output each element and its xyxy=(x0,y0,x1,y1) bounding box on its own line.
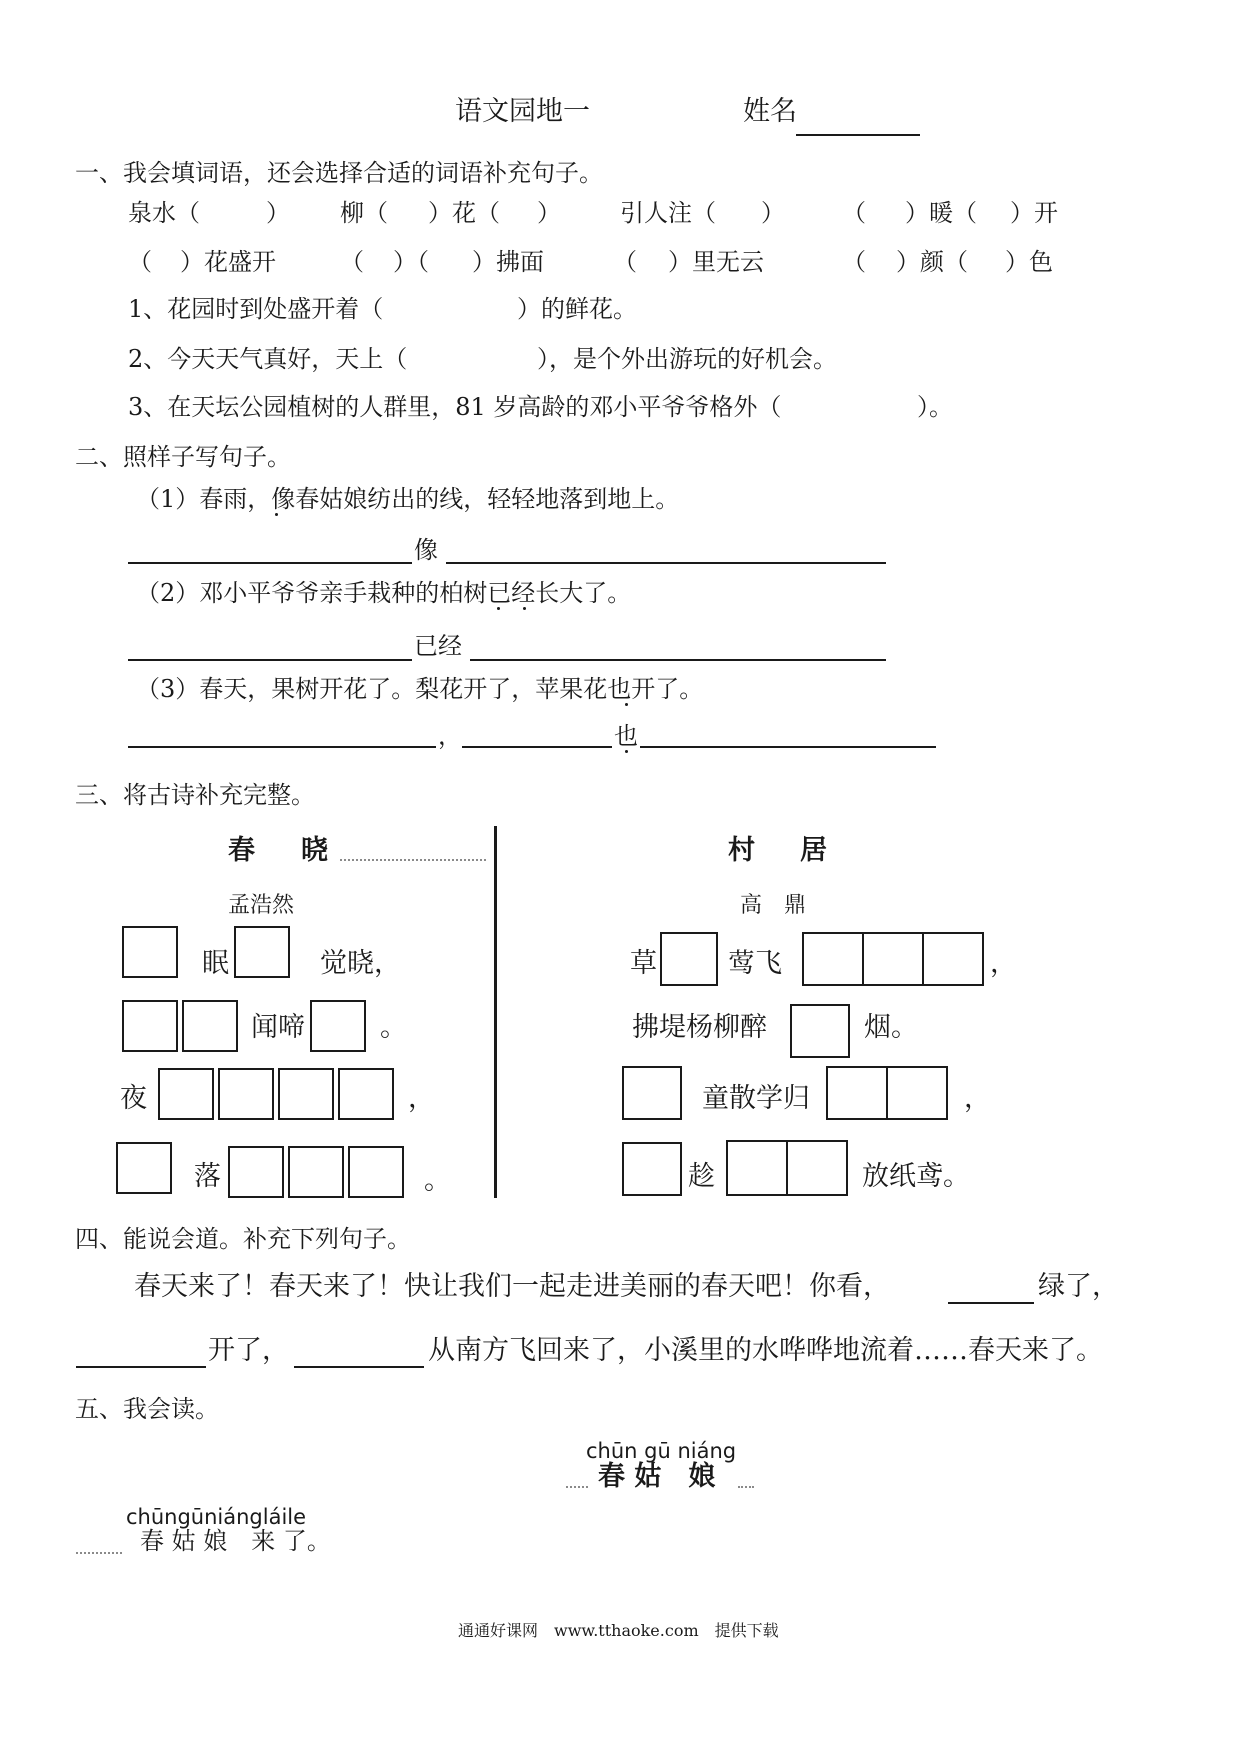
word-item: （ xyxy=(128,248,152,276)
name-label: 姓名 xyxy=(743,96,797,127)
example-3: （3）春天，果树开花了。梨花开了，苹果花也开了。 xyxy=(136,675,704,703)
sentence-1a: 1、花园时到处盛开着（ xyxy=(128,295,384,323)
pinyin-title: chūn gū niáng xyxy=(586,1439,737,1463)
poem-text: ， xyxy=(964,1083,991,1114)
word-item: ）开 xyxy=(1010,199,1058,227)
sentence-3a: 3、在天坛公园植树的人群里，81 岁高龄的邓小平爷爷格外（ xyxy=(128,393,782,421)
section-2-heading: 二、照样子写句子。 xyxy=(75,443,291,471)
poem-title-char: 村 xyxy=(728,835,755,866)
blank-box[interactable] xyxy=(182,1000,238,1052)
example-2: （2）邓小平爷爷亲手栽种的柏树已经长大了。 xyxy=(136,579,632,607)
dotted-rule xyxy=(76,1552,122,1554)
blank-box[interactable] xyxy=(122,926,178,978)
divider-line xyxy=(494,826,497,1198)
word-item: ）里无云 xyxy=(668,248,764,276)
paragraph-text: 绿了， xyxy=(1038,1271,1119,1302)
blank-box[interactable] xyxy=(786,1140,848,1196)
keyword-xiang: 像 xyxy=(414,536,438,564)
dotted-rule xyxy=(738,1486,754,1488)
blank-box[interactable] xyxy=(790,1004,850,1058)
sentence-2a: 2、今天天气真好，天上（ xyxy=(128,345,408,373)
emphasis-dot xyxy=(275,513,278,516)
page-title: 语文园地一 xyxy=(455,96,590,127)
blank-box[interactable] xyxy=(288,1146,344,1198)
answer-blank-2a xyxy=(128,659,412,661)
keyword-ye: 也 xyxy=(614,722,638,750)
blank-box[interactable] xyxy=(116,1142,172,1194)
poem-text: 。 xyxy=(424,1165,451,1196)
answer-blank-3b xyxy=(462,746,612,748)
pinyin-line: chūngūniángláile xyxy=(126,1505,307,1529)
poem-text: 趁 xyxy=(688,1161,715,1192)
emphasis-dot xyxy=(625,703,628,706)
emphasis-dot xyxy=(625,750,628,753)
sentence-2b: ），是个外出游玩的好机会。 xyxy=(537,345,837,373)
blank-box[interactable] xyxy=(886,1066,948,1120)
poem-text: 闻啼 xyxy=(251,1012,305,1043)
poem-text: 童散学归 xyxy=(702,1083,810,1114)
blank-box[interactable] xyxy=(158,1068,214,1120)
blank-box[interactable] xyxy=(310,1000,366,1052)
blank-box[interactable] xyxy=(338,1068,394,1120)
answer-blank-4b xyxy=(76,1366,206,1368)
emphasis-dot xyxy=(523,607,526,610)
word-item: ） xyxy=(537,199,561,227)
sentence-1b: ）的鲜花。 xyxy=(517,295,637,323)
word-item: ）花盛开 xyxy=(180,248,276,276)
blank-box[interactable] xyxy=(802,932,864,986)
word-item: ）拂面 xyxy=(472,248,544,276)
poem-title-char: 居 xyxy=(800,835,827,866)
word-item: ） xyxy=(266,199,290,227)
poem-text: ， xyxy=(990,948,1017,979)
poem-author: 高 鼎 xyxy=(740,893,807,918)
word-item: ）花（ xyxy=(428,199,500,227)
blank-box[interactable] xyxy=(234,926,290,978)
poem-text: 。 xyxy=(380,1012,407,1043)
blank-box[interactable] xyxy=(278,1068,334,1120)
reading-title: 春 姑 娘 xyxy=(598,1461,716,1492)
blank-box[interactable] xyxy=(348,1146,404,1198)
blank-box[interactable] xyxy=(726,1140,788,1196)
name-blank xyxy=(796,134,920,136)
paragraph-text: 开了， xyxy=(208,1335,289,1366)
poem-text: ， xyxy=(408,1083,435,1114)
poem-text: 觉晓， xyxy=(320,948,401,979)
answer-blank-4a xyxy=(948,1302,1034,1304)
word-item: 泉水（ xyxy=(128,199,200,227)
word-item: 柳（ xyxy=(340,199,388,227)
word-item: ）（ xyxy=(393,248,429,276)
footer-text: 通通好课网 www.tthaoke.com 提供下载 xyxy=(458,1621,779,1640)
poem-text: 烟。 xyxy=(864,1012,918,1043)
word-item: （ xyxy=(340,248,364,276)
section-4-heading: 四、能说会道。补充下列句子。 xyxy=(75,1225,411,1253)
poem-text: 拂堤杨柳醉 xyxy=(632,1012,767,1043)
blank-box[interactable] xyxy=(122,1000,178,1052)
blank-box[interactable] xyxy=(622,1066,682,1120)
dotted-rule xyxy=(340,859,486,861)
blank-box[interactable] xyxy=(622,1142,682,1196)
blank-box[interactable] xyxy=(862,932,924,986)
keyword-yijing: 已经 xyxy=(414,632,462,660)
section-5-heading: 五、我会读。 xyxy=(75,1395,219,1423)
poem-author: 孟浩然 xyxy=(228,893,295,918)
poem-text: 眠 xyxy=(202,948,229,979)
word-item: ）颜（ xyxy=(896,248,968,276)
paragraph-line-2: 从南方飞回来了，小溪里的水哗哗地流着……春天来了。 xyxy=(428,1335,1103,1366)
word-item: 引人注（ xyxy=(620,199,716,227)
word-item: ）色 xyxy=(1005,248,1053,276)
poem-text: 落 xyxy=(194,1161,221,1192)
blank-box[interactable] xyxy=(228,1146,284,1198)
paragraph-line-1: 春天来了！春天来了！快让我们一起走进美丽的春天吧！你看， xyxy=(134,1271,890,1302)
poem-title-char: 晓 xyxy=(301,835,328,866)
poem-text: 莺飞 xyxy=(728,948,782,979)
answer-blank-3c xyxy=(640,746,936,748)
blank-box[interactable] xyxy=(218,1068,274,1120)
answer-blank-2b xyxy=(470,659,886,661)
word-item: （ xyxy=(842,199,866,227)
emphasis-dot xyxy=(497,607,500,610)
poem-text: 放纸鸢。 xyxy=(862,1161,970,1192)
blank-box[interactable] xyxy=(660,932,718,986)
answer-blank-3a xyxy=(128,746,436,748)
answer-blank-1a xyxy=(128,562,412,564)
example-1: （1）春雨，像春姑娘纺出的线，轻轻地落到地上。 xyxy=(136,485,680,513)
poem-text: 夜 xyxy=(120,1083,147,1114)
answer-blank-4c xyxy=(294,1366,424,1368)
poem-title-char: 春 xyxy=(228,835,255,866)
word-item: ）暖（ xyxy=(905,199,977,227)
section-3-heading: 三、将古诗补充完整。 xyxy=(75,781,315,809)
word-item: ） xyxy=(761,199,785,227)
comma: ， xyxy=(438,722,462,750)
answer-blank-1b xyxy=(446,562,886,564)
word-item: （ xyxy=(842,248,866,276)
dotted-rule xyxy=(566,1486,588,1488)
section-1-heading: 一、我会填词语，还会选择合适的词语补充句子。 xyxy=(75,159,603,187)
sentence-3b: ）。 xyxy=(917,393,953,421)
reading-line: 春 姑 娘 来 了。 xyxy=(140,1527,331,1555)
word-item: （ xyxy=(613,248,637,276)
poem-text: 草 xyxy=(630,948,657,979)
blank-box[interactable] xyxy=(922,932,984,986)
blank-box[interactable] xyxy=(826,1066,888,1120)
